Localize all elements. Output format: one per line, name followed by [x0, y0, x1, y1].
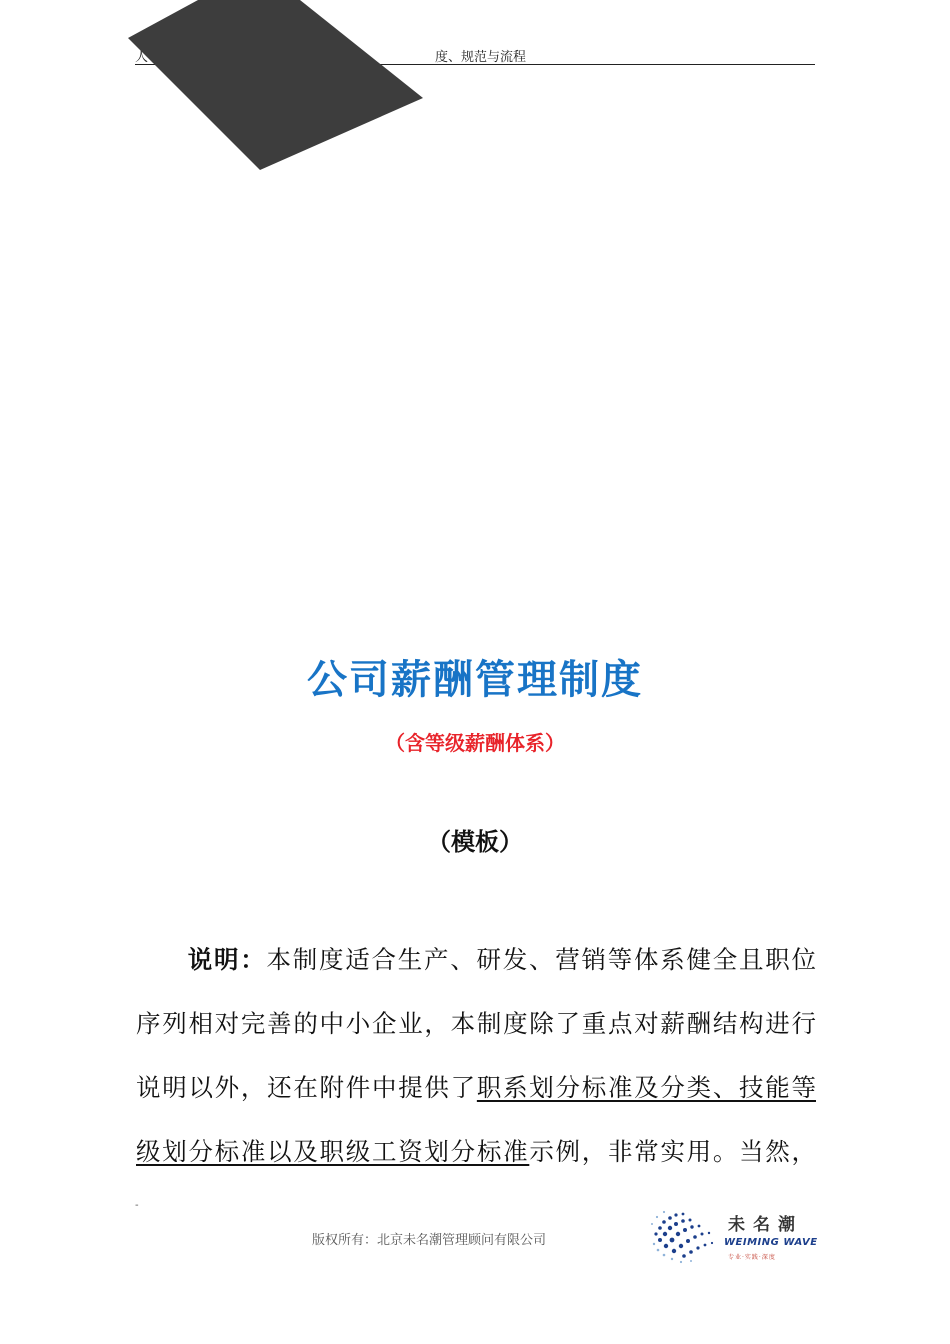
paragraph-line-2: [136, 992, 816, 1056]
line4-text: 示例，非常实用。当然，: [529, 1137, 817, 1166]
description-paragraph: [136, 928, 816, 1184]
description-label: 说明：: [186, 945, 267, 974]
template-label: （模板）: [427, 828, 523, 856]
appendix-link-text-1: 职系划分标准及分类、技能等: [476, 1073, 816, 1102]
company-logo: [646, 1204, 821, 1266]
line1-text: 本制度适合生产、研发、营销等体系健全且职位: [266, 945, 816, 974]
document-subtitle: （含等级薪酬体系）: [385, 731, 565, 755]
line3-text: 说明以外，还在附件中提供了: [136, 1073, 477, 1102]
appendix-link-text-2: 级划分标准以及职级工资划分标准: [136, 1137, 530, 1166]
decorative-diamond-shape: [128, 0, 423, 170]
paragraph-line-1: [136, 928, 816, 992]
header-left-text: 人: [135, 50, 149, 65]
paragraph-line-4: [136, 1120, 816, 1184]
line2-text: 序列相对完善的中小企业，本制度除了重点对薪酬结构进行: [136, 1009, 816, 1038]
logo-chinese-name: 未名潮: [728, 1215, 803, 1235]
wave-logo-icon: [646, 1204, 726, 1266]
copyright-text: 版权所有：北京未名潮管理顾问有限公司: [312, 1233, 547, 1248]
footer-mark: -: [135, 1200, 139, 1211]
paragraph-line-3: [136, 1056, 816, 1120]
header-right-text: 度、规范与流程: [435, 50, 527, 65]
document-title: 公司薪酬管理制度: [307, 657, 643, 703]
logo-english-name: WEIMING WAVE: [724, 1237, 818, 1248]
logo-tagline: 专业·实践·深度: [728, 1254, 776, 1261]
